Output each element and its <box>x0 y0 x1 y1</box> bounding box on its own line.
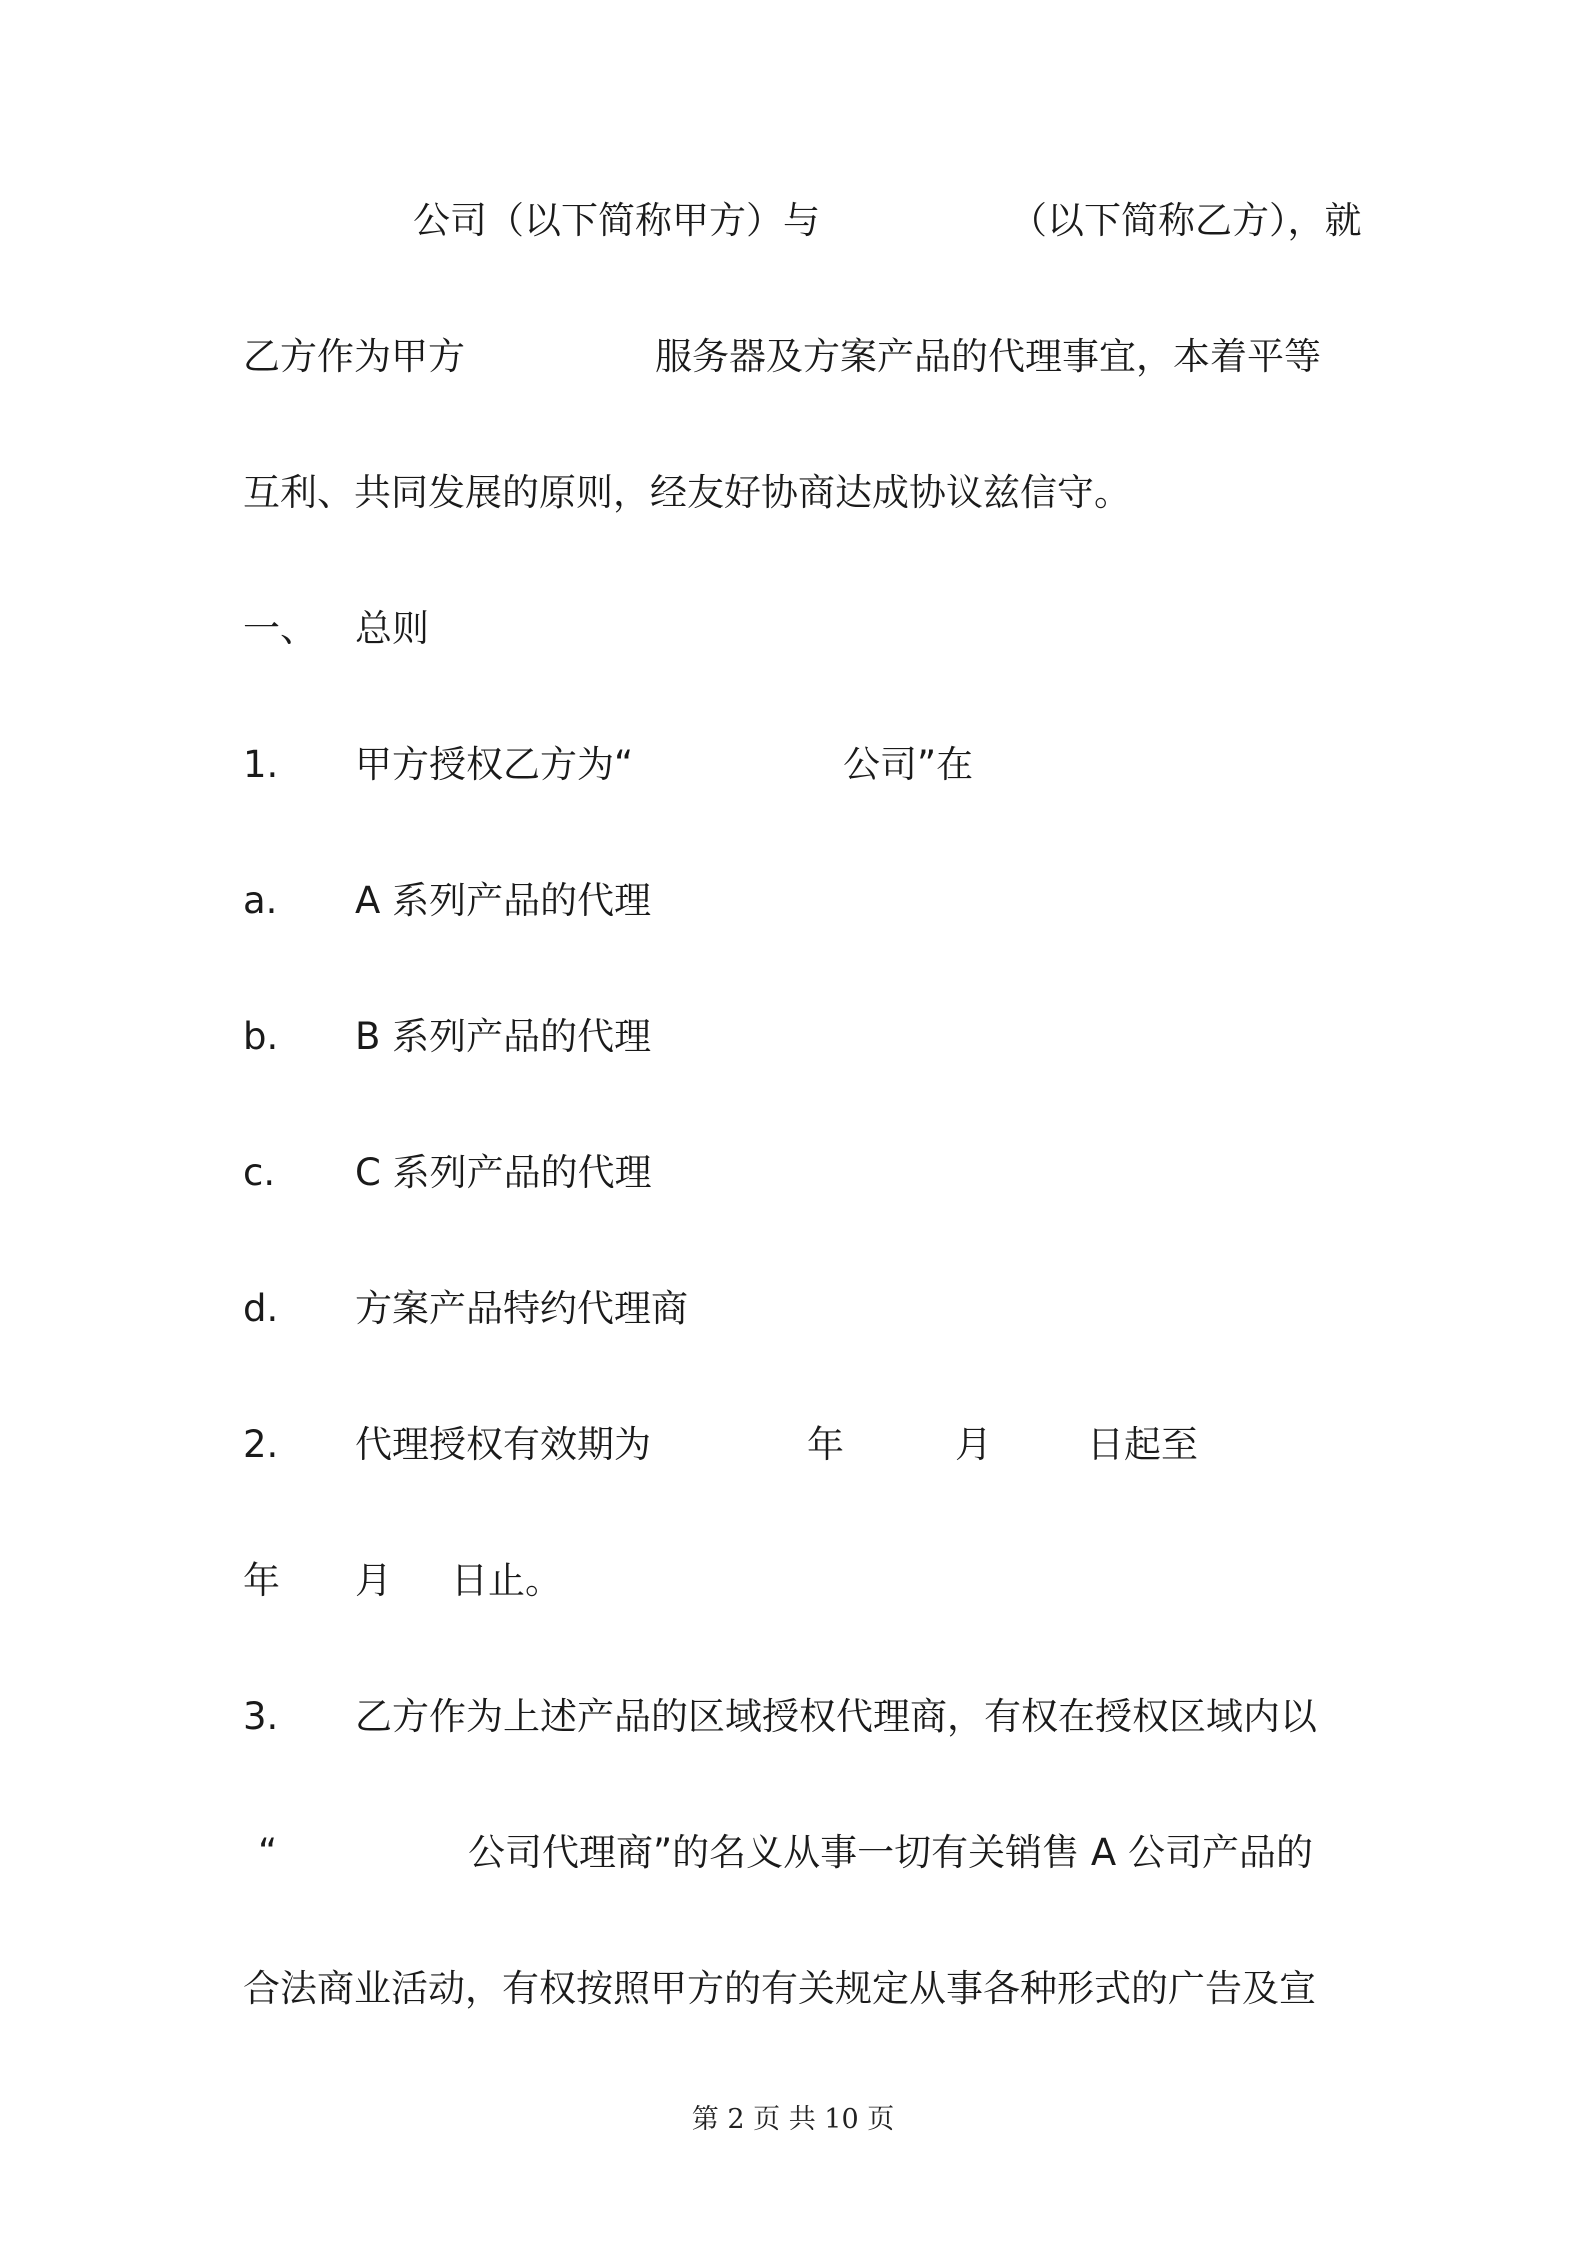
section-number: 一、 <box>243 607 317 650</box>
item-2-year: 年 <box>807 1423 844 1466</box>
sub-item-c-number: c. <box>243 1151 276 1194</box>
intro-line-3: 互利、共同发展的原则，经友好协商达成协议兹信守。 <box>243 471 1131 514</box>
item-2-month: 月 <box>955 1423 992 1466</box>
item-1-number: 1. <box>243 743 279 786</box>
sub-item-a-text: A 系列产品的代理 <box>355 879 652 922</box>
sub-item-d-text: 方案产品特约代理商 <box>355 1287 688 1330</box>
sub-item-c-text: C 系列产品的代理 <box>355 1151 652 1194</box>
page-footer: 第 2 页 共 10 页 <box>691 2104 895 2135</box>
sub-item-d-number: d. <box>243 1287 279 1330</box>
item-2-day-from: 日起至 <box>1087 1423 1198 1466</box>
item-3-line-2a: “ <box>258 1831 278 1874</box>
item-3-line-1: 乙方作为上述产品的区域授权代理商，有权在授权区域内以 <box>355 1695 1317 1738</box>
intro-line-2b: 服务器及方案产品的代理事宜，本着平等 <box>655 335 1321 378</box>
item-2-number: 2. <box>243 1423 279 1466</box>
intro-line-1a: 公司（以下简称甲方）与 <box>413 199 820 242</box>
item-2-year-2: 年 <box>243 1559 280 1602</box>
sub-item-b-text: B 系列产品的代理 <box>355 1015 652 1058</box>
item-3-line-3: 合法商业活动，有权按照甲方的有关规定从事各种形式的广告及宣 <box>243 1967 1316 2010</box>
item-2-month-2: 月 <box>355 1559 392 1602</box>
section-title: 总则 <box>355 607 429 650</box>
intro-line-1b: （以下简称乙方），就 <box>1010 199 1362 242</box>
item-3-number: 3. <box>243 1695 279 1738</box>
item-2-text: 代理授权有效期为 <box>355 1423 651 1466</box>
sub-item-a-number: a. <box>243 879 278 922</box>
item-3-line-2b: 公司代理商”的名义从事一切有关销售 A 公司产品的 <box>468 1831 1314 1874</box>
item-1-text-a: 甲方授权乙方为“ <box>355 743 634 786</box>
intro-line-2a: 乙方作为甲方 <box>243 335 465 378</box>
sub-item-b-number: b. <box>243 1015 279 1058</box>
item-2-day-to: 日止。 <box>451 1559 562 1602</box>
item-1-text-b: 公司”在 <box>843 743 974 786</box>
